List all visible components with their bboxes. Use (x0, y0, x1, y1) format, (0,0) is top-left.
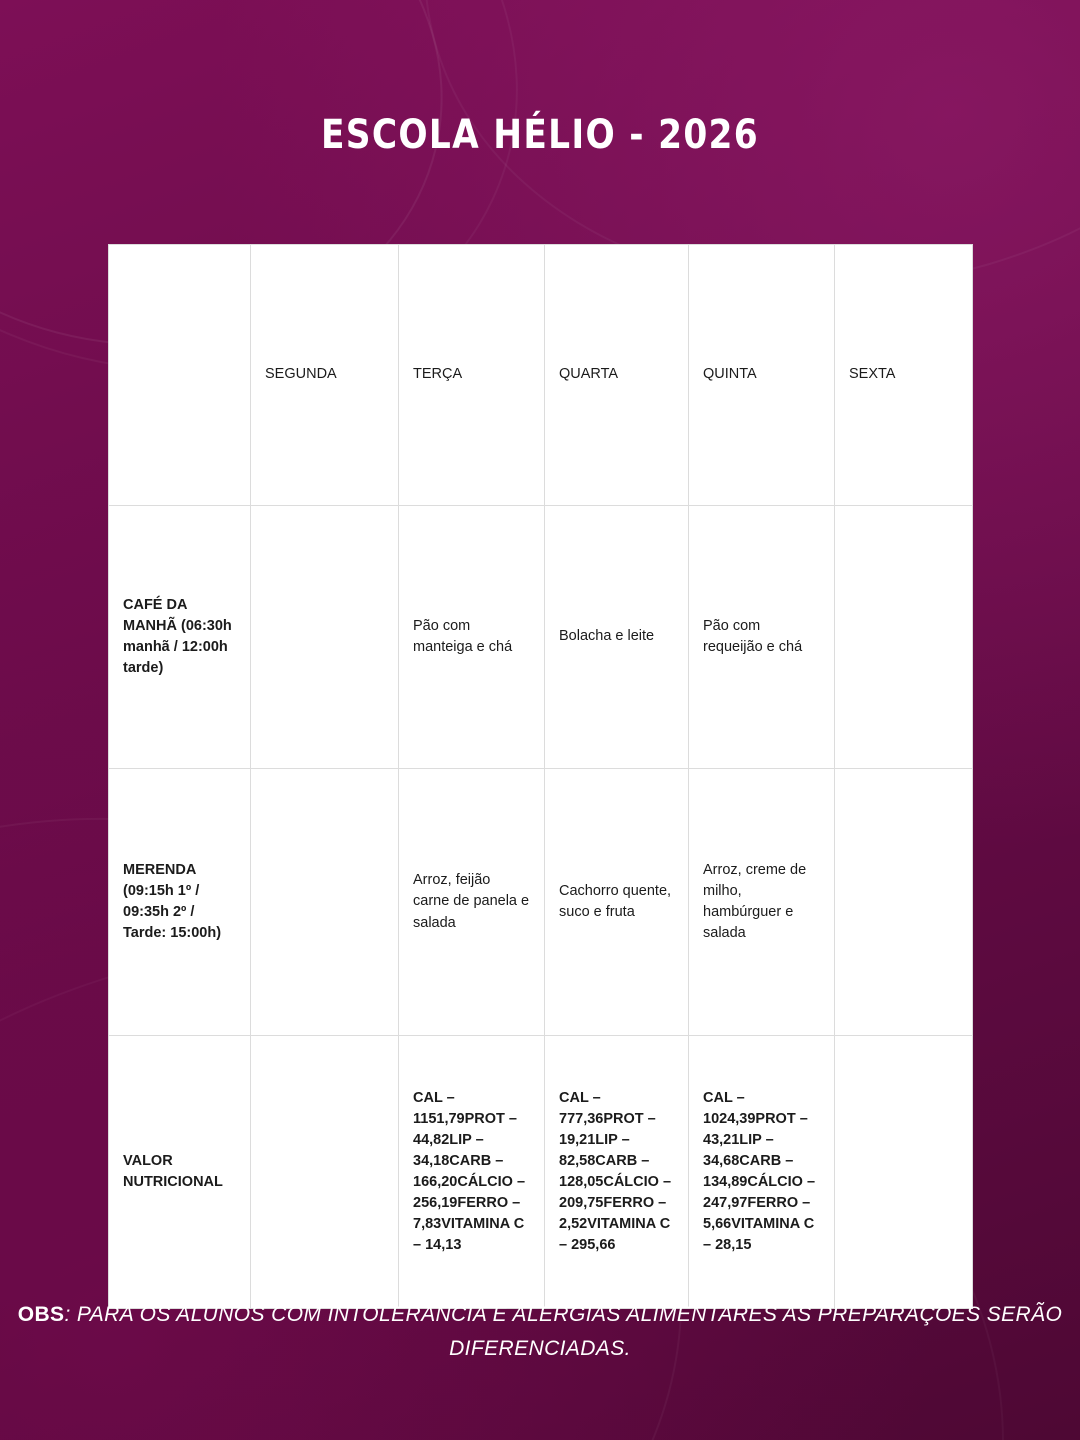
table-row (109, 769, 973, 1036)
cell-merenda-quarta: Cachorro quente, suco e fruta (545, 769, 689, 1036)
table-row (109, 506, 973, 769)
page-title: ESCOLA HÉLIO - 2026 (320, 112, 760, 158)
menu-table-container (108, 244, 972, 1309)
table-header-row (109, 245, 973, 506)
table-row (109, 1036, 973, 1309)
day-header-quinta: QUINTA (689, 245, 835, 506)
footer-note-prefix: OBS (17, 1303, 65, 1326)
footer-note-text: : PARA OS ALUNOS COM INTOLERÂNCIA E ALERGIAS ALIMENTARES AS PREPARAÇÕES SERÃO DIFERENCIADAS. (64, 1303, 1063, 1360)
day-header-segunda: SEGUNDA (251, 245, 399, 506)
cell-nutri-quarta: CAL – 777,36PROT – 19,21LIP – 82,58CARB – 128,05CÁLCIO – 209,75FERRO – 2,52VITAMINA C – 295,66 (545, 1036, 689, 1309)
cell-cafe-terca: Pão com manteiga e chá (399, 506, 545, 769)
day-header-sexta: SEXTA (835, 245, 973, 506)
cell-nutri-quinta: CAL – 1024,39PROT – 43,21LIP – 34,68CARB – 134,89CÁLCIO – 247,97FERRO – 5,66VITAMINA C – 28,15 (689, 1036, 835, 1309)
row-label-cafe-da-manha: CAFÉ DA MANHÃ (06:30h manhã / 12:00h tarde) (109, 506, 251, 769)
cell-merenda-sexta (835, 769, 973, 1036)
row-label-valor-nutricional: VALOR NUTRICIONAL (109, 1036, 251, 1309)
cell-cafe-quinta: Pão com requeijão e chá (689, 506, 835, 769)
cell-cafe-sexta (835, 506, 973, 769)
footer-note (0, 1298, 1080, 1365)
cell-cafe-segunda (251, 506, 399, 769)
cell-nutri-sexta (835, 1036, 973, 1309)
cell-merenda-quinta: Arroz, creme de milho, hambúrguer e salada (689, 769, 835, 1036)
day-header-quarta: QUARTA (545, 245, 689, 506)
cell-merenda-segunda (251, 769, 399, 1036)
cell-nutri-terca: CAL – 1151,79PROT – 44,82LIP – 34,18CARB – 166,20CÁLCIO – 256,19FERRO – 7,83VITAMINA C – 14,13 (399, 1036, 545, 1309)
table-corner-cell (109, 245, 251, 506)
cell-merenda-terca: Arroz, feijão carne de panela e salada (399, 769, 545, 1036)
row-label-merenda: MERENDA (09:15h 1º / 09:35h 2º / Tarde: 15:00h) (109, 769, 251, 1036)
cell-nutri-segunda (251, 1036, 399, 1309)
day-header-terca: TERÇA (399, 245, 545, 506)
weekly-menu-table (108, 244, 973, 1309)
cell-cafe-quarta: Bolacha e leite (545, 506, 689, 769)
